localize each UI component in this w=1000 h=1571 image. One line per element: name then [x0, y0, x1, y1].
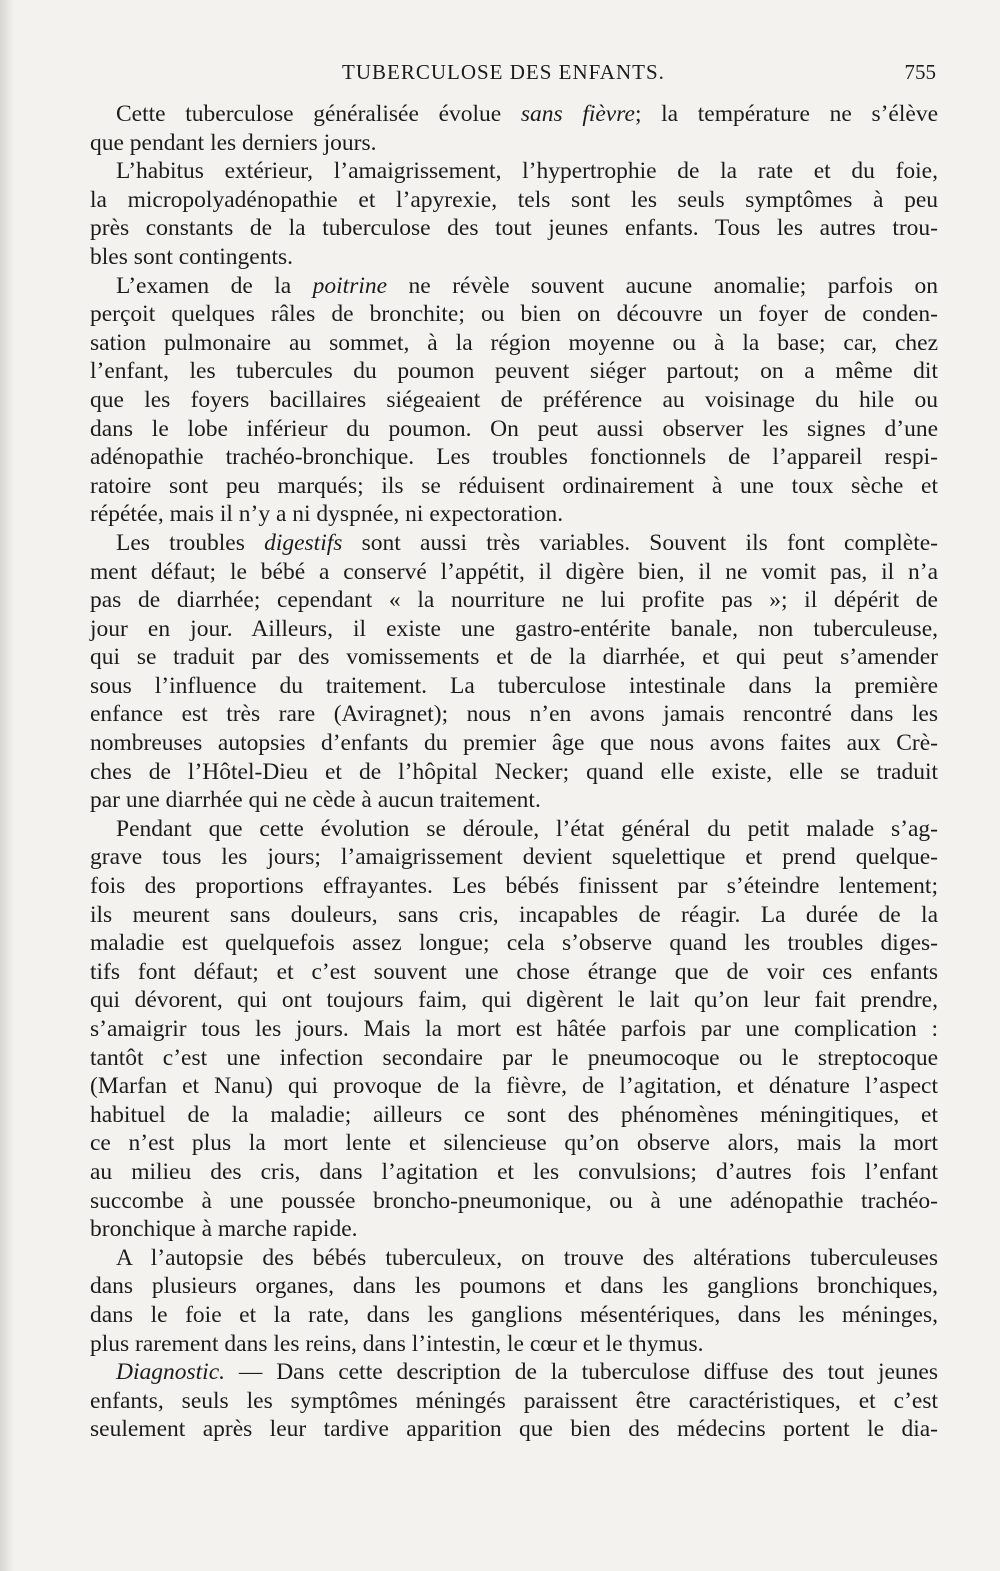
text-line: ils meurent sans douleurs, sans cris, incapables de réagir. La durée de la — [90, 901, 938, 928]
text-line: nombreuses autopsies d’enfants du premier âge que nous avons faites aux Crè- — [90, 730, 938, 757]
italic-term: poitrine — [312, 272, 388, 299]
text-line: qui dévorent, qui ont toujours faim, qui digèrent le lait qu’on leur fait prendre, — [90, 987, 938, 1014]
text-line: adénopathie trachéo-bronchique. Les troubles fonctionnels de l’appareil respi- — [90, 444, 938, 471]
text-line: plus rarement dans les reins, dans l’intestin, le cœur et le thymus. — [90, 1330, 704, 1357]
text-line: près constants de la tuberculose des tout jeunes enfants. Tous les autres trou- — [90, 215, 938, 242]
text-line: tifs font défaut; et c’est souvent une chose étrange que de voir ces enfants — [90, 958, 938, 985]
text-line: par une diarrhée qui ne cède à aucun traitement. — [90, 787, 541, 814]
text-line: maladie est quelquefois assez longue; cela s’observe quand les troubles diges- — [90, 930, 938, 957]
text-line: Pendant que cette évolution se déroule, l’état général du petit malade s’ag- — [116, 815, 938, 842]
page-header — [112, 60, 936, 90]
text-line: habituel de la maladie; ailleurs ce sont des phénomènes méningitiques, et — [90, 1101, 938, 1128]
text-line: sous l’influence du traitement. La tuberculose intestinale dans la première — [90, 672, 938, 699]
text-line: enfance est très rare (Aviragnet); nous n’en avons jamais rencontré dans les — [90, 701, 938, 728]
text-line: au milieu des cris, dans l’agitation et les convulsions; d’autres fois l’enfant — [90, 1158, 938, 1185]
text-line: la micropolyadénopathie et l’apyrexie, tels sont les seuls symptômes à peu — [90, 186, 938, 213]
text-line: L’habitus extérieur, l’amaigrissement, l’hypertrophie de la rate et du foie, — [116, 158, 938, 185]
text-line: enfants, seuls les symptômes méningés paraissent être caractéristiques, et c’est — [90, 1387, 938, 1414]
text-line: que les foyers bacillaires siégeaient de préférence au voisinage du hile ou — [90, 386, 938, 413]
text-line: bronchique à marche rapide. — [90, 1216, 358, 1243]
italic-term: digestifs — [264, 529, 343, 556]
text-line: succombe à une poussée broncho-pneumonique, ou à une adénopathie trachéo- — [90, 1187, 938, 1214]
text-line: qui se traduit par des vomissements et de la diarrhée, et qui peut s’amender — [90, 644, 938, 671]
text-line: l’enfant, les tubercules du poumon peuvent siéger partout; on a même dit — [90, 358, 938, 385]
text-line: dans le lobe inférieur du poumon. On peut aussi observer les signes d’une — [90, 415, 938, 442]
text-line: s’amaigrir tous les jours. Mais la mort est hâtée parfois par une complication : — [90, 1016, 938, 1042]
text-line: pas de diarrhée; cependant « la nourriture ne lui profite pas »; il dépérit de — [90, 587, 938, 614]
italic-term: sans fièvre — [520, 101, 635, 127]
body-text — [90, 100, 938, 1444]
text-line: dans plusieurs organes, dans les poumons et dans les ganglions bronchiques, — [90, 1273, 938, 1300]
text-line: ce n’est plus la mort lente et silencieuse qu’on observe alors, mais la mort — [90, 1130, 938, 1157]
page-number: 755 — [904, 60, 936, 84]
text-line: sation pulmonaire au sommet, à la région moyenne ou à la base; car, chez — [90, 329, 938, 356]
text-line: Les troubles digestifs sont aussi très variables. Souvent ils font complète- — [116, 529, 939, 556]
text-line: Diagnostic. — Dans cette description de la tuberculose diffuse des tout jeunes — [116, 1359, 938, 1386]
text-line: bles sont contingents. — [90, 243, 293, 270]
text-line: répétée, mais il n’y a ni dyspnée, ni expectoration. — [90, 501, 564, 528]
text-line: ches de l’Hôtel-Dieu et de l’hôpital Necker; quand elle existe, elle se traduit — [90, 758, 938, 785]
text-line: L’examen de la poitrine ne révèle souvent aucune anomalie; parfois on — [116, 272, 939, 299]
text-line: ratoire sont peu marqués; ils se réduisent ordinairement à une toux sèche et — [90, 472, 938, 499]
text-line: ment défaut; le bébé a conservé l’appétit, il digère bien, il ne vomit pas, il n’a — [90, 558, 938, 585]
text-line: grave tous les jours; l’amaigrissement devient squelettique et prend quelque- — [90, 844, 938, 871]
text-line: (Marfan et Nanu) qui provoque de la fièvre, de l’agitation, et dénature l’aspect — [90, 1073, 938, 1100]
italic-term: Diagnostic. — [116, 1359, 226, 1386]
text-line: jour en jour. Ailleurs, il existe une gastro-entérite banale, non tuberculeuse, — [90, 615, 938, 642]
text-line: dans le foie et la rate, dans les ganglions mésentériques, dans les méninges, — [90, 1301, 938, 1328]
text-line: tantôt c’est une infection secondaire par le pneumocoque ou le streptocoque — [90, 1044, 938, 1071]
text-line: fois des proportions effrayantes. Les bébés finissent par s’éteindre lentement; — [90, 873, 938, 900]
text-line: que pendant les derniers jours. — [90, 129, 377, 156]
page-edge-shadow — [0, 0, 14, 1571]
running-head: TUBERCULOSE DES ENFANTS. — [342, 60, 665, 84]
text-line: A l’autopsie des bébés tuberculeux, on trouve des altérations tuberculeuses — [116, 1244, 938, 1271]
text-line: seulement après leur tardive apparition que bien des médecins portent le dia- — [90, 1416, 938, 1443]
text-line: perçoit quelques râles de bronchite; ou bien on découvre un foyer de conden- — [90, 301, 938, 328]
text-line: Cette tuberculose généralisée évolue sans fièvre; la température ne s’élève — [116, 101, 938, 127]
